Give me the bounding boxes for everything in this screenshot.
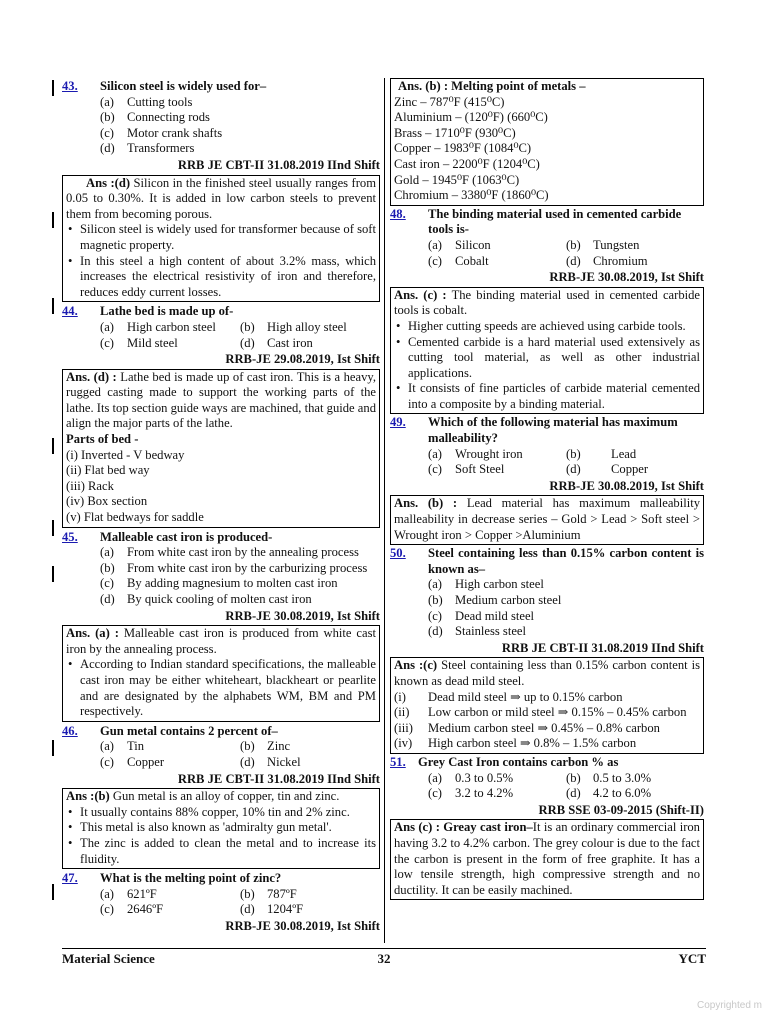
option-label: (a) bbox=[428, 446, 442, 461]
parts-item: (iv) Box section bbox=[66, 494, 148, 509]
answer-box bbox=[390, 657, 704, 754]
option-label: (a) bbox=[100, 545, 114, 560]
option-label: (a) bbox=[100, 886, 114, 901]
answer-label: Ans. (b) : Melting point of metals – bbox=[398, 79, 586, 93]
question-text: Silicon steel is widely used for– bbox=[100, 79, 267, 93]
footer-publisher: YCT bbox=[678, 951, 706, 966]
answer-label: Ans. (a) : bbox=[66, 626, 119, 641]
parts-title: Parts of bed - bbox=[66, 432, 139, 447]
option-text: Cast iron bbox=[267, 335, 313, 350]
bullet: • Cemented carbide is a hard material used extensively as cutting tool material, as well as other industrial applications. bbox=[394, 335, 700, 382]
option-text: Cobalt bbox=[455, 253, 489, 268]
answer-box bbox=[390, 495, 704, 545]
answer-label: Ans. (d) : bbox=[66, 369, 117, 384]
option-text: Transformers bbox=[127, 141, 195, 156]
source-tag: RRB-JE 30.08.2019, Ist Shift bbox=[549, 478, 704, 493]
question-text: Which of the following material has maximum malleability? bbox=[428, 415, 678, 446]
list-text: Dead mild steel ⇒ up to 0.15% carbon bbox=[428, 689, 623, 704]
question-51 bbox=[390, 755, 704, 771]
option-label: (b) bbox=[428, 593, 443, 607]
melting-point-line: Aluminium – (120⁰F) (660⁰C) bbox=[394, 110, 548, 125]
question-text: Grey Cast Iron contains carbon % as bbox=[418, 754, 619, 769]
list-text: Low carbon or mild steel ⇒ 0.15% – 0.45% carbon bbox=[428, 705, 687, 720]
option-text: High carbon steel bbox=[455, 577, 544, 592]
option-label: (c) bbox=[428, 462, 442, 477]
option-label: (d) bbox=[100, 141, 115, 156]
option-label: (c) bbox=[428, 253, 442, 268]
answer-text: Lead material has maximum malleability malleability in decrease series – Gold > Lead > Soft steel > Wrought iron > Copper >Aluminium bbox=[394, 496, 701, 542]
source-tag: RRB JE CBT-II 31.08.2019 IInd Shift bbox=[177, 157, 380, 172]
question-text: Lathe bed is made up of- bbox=[100, 304, 234, 319]
options bbox=[428, 577, 704, 639]
question-number[interactable]: 49. bbox=[390, 415, 406, 430]
options bbox=[100, 320, 380, 351]
copyright-watermark: Copyrighted m bbox=[696, 1000, 762, 1011]
options bbox=[100, 739, 380, 770]
question-50 bbox=[390, 546, 704, 577]
list-label: (i) bbox=[394, 689, 406, 704]
answer-label: Ans :(b) bbox=[66, 789, 110, 804]
question-46 bbox=[62, 724, 380, 740]
list-text: Medium carbon steel ⇒ 0.45% – 0.8% carbon bbox=[428, 720, 660, 735]
option-text: Tungsten bbox=[593, 237, 640, 252]
answer-text: Steel containing less than 0.15% carbon content is known as dead mild steel. bbox=[394, 658, 700, 688]
bullet: • The zinc is added to clean the metal and to increase its fluidity. bbox=[66, 836, 376, 867]
answer-box bbox=[390, 78, 704, 206]
list-label: (iv) bbox=[394, 736, 413, 751]
answer-box bbox=[62, 369, 380, 528]
source-tag: RRB-JE 30.08.2019, Ist Shift bbox=[549, 270, 704, 285]
option-label: (a) bbox=[428, 237, 442, 252]
footer-subject: Material Science bbox=[62, 951, 155, 966]
option-text: 787ºF bbox=[267, 886, 297, 901]
parts-item: (ii) Flat bed way bbox=[66, 463, 150, 478]
page-footer bbox=[62, 948, 706, 966]
question-number[interactable]: 48. bbox=[390, 206, 406, 221]
answer-label: Ans :(c) bbox=[394, 658, 438, 673]
option-label: (d) bbox=[240, 902, 255, 917]
question-49 bbox=[390, 415, 704, 446]
option-label: (a) bbox=[100, 319, 114, 334]
parts-item: (iii) Rack bbox=[66, 478, 114, 493]
option-text: Silicon bbox=[455, 237, 491, 252]
option-text: Stainless steel bbox=[455, 624, 527, 639]
margin-mark bbox=[52, 298, 54, 314]
bullet: • It usually contains 88% copper, 10% tin and 2% zinc. bbox=[66, 805, 376, 821]
option-label: (b) bbox=[100, 110, 115, 125]
option-label: (a) bbox=[100, 94, 114, 109]
answer-box bbox=[62, 625, 380, 722]
source-tag: RRB SSE 03-09-2015 (Shift-II) bbox=[538, 802, 704, 817]
option-text: Nickel bbox=[267, 754, 301, 769]
option-label: (c) bbox=[100, 576, 114, 591]
question-43 bbox=[62, 79, 380, 95]
source-tag: RRB-JE 30.08.2019, Ist Shift bbox=[225, 918, 380, 933]
answer-text: Lathe bed is made up of cast iron. This is a heavy, rugged casting made to support the working parts of the lathe. Its top section guide ways are machined, that guide and align the major parts of the lathe. bbox=[66, 369, 376, 431]
margin-mark bbox=[52, 438, 54, 454]
source-tag: RRB-JE 29.08.2019, Ist Shift bbox=[225, 352, 380, 367]
option-text: 3.2 to 4.2% bbox=[455, 786, 514, 801]
source-tag: RRB JE CBT-II 31.08.2019 IInd Shift bbox=[501, 640, 704, 655]
option-label: (d) bbox=[240, 335, 255, 350]
option-label: (c) bbox=[100, 902, 114, 917]
option-text: From white cast iron by the annealing process bbox=[127, 545, 359, 560]
option-label: (b) bbox=[566, 237, 581, 252]
option-text: Lead bbox=[611, 446, 637, 461]
option-text: Tin bbox=[127, 739, 145, 754]
question-text: Steel containing less than 0.15% carbon content is known as– bbox=[428, 546, 704, 576]
option-label: (c) bbox=[428, 608, 442, 623]
option-label: (d) bbox=[566, 462, 581, 477]
option-text: From white cast iron by the carburizing process bbox=[127, 560, 368, 575]
option-text: 621ºF bbox=[127, 886, 157, 901]
option-label: (d) bbox=[566, 786, 581, 801]
option-label: (c) bbox=[428, 786, 442, 801]
question-number[interactable]: 51. bbox=[390, 754, 406, 769]
option-text: Zinc bbox=[267, 739, 291, 754]
margin-mark bbox=[52, 520, 54, 536]
answer-box bbox=[390, 287, 704, 415]
bullet: • Silicon steel is widely used for transformer because of soft magnetic property. bbox=[66, 222, 376, 253]
right-column bbox=[390, 78, 704, 900]
option-label: (b) bbox=[100, 560, 115, 575]
option-label: (c) bbox=[100, 125, 114, 140]
bullet: • In this steel a high content of about 3.2% mass, which increases the electrical resistivity of iron and therefore, reduces eddy current losses. bbox=[66, 254, 376, 301]
margin-mark bbox=[52, 884, 54, 900]
melting-point-line: Brass – 1710⁰F (930⁰C) bbox=[394, 125, 516, 140]
question-number[interactable]: 44. bbox=[62, 304, 78, 319]
parts-item: (v) Flat bedways for saddle bbox=[66, 510, 204, 525]
option-text: 0.5 to 3.0% bbox=[593, 770, 652, 785]
question-number[interactable]: 46. bbox=[62, 723, 78, 738]
answer-text: Silicon in the finished steel usually ranges from 0.05 to 0.30%. It is added in low carbon steels to prevent them from becoming porous. bbox=[66, 175, 377, 221]
left-column bbox=[62, 78, 380, 934]
melting-point-line: Copper – 1983⁰F (1084⁰C) bbox=[394, 141, 532, 156]
option-text: Dead mild steel bbox=[455, 608, 535, 623]
option-label: (b) bbox=[240, 319, 255, 334]
margin-mark bbox=[52, 212, 54, 228]
answer-box bbox=[390, 819, 704, 900]
option-text: 4.2 to 6.0% bbox=[593, 786, 652, 801]
option-text: Mild steel bbox=[127, 335, 178, 350]
question-text: What is the melting point of zinc? bbox=[100, 871, 282, 886]
question-44 bbox=[62, 304, 380, 320]
option-label: (c) bbox=[100, 335, 114, 350]
column-divider bbox=[384, 78, 385, 943]
option-text: High carbon steel bbox=[127, 319, 216, 334]
options bbox=[100, 887, 380, 918]
answer-label: Ans :(d) bbox=[86, 175, 131, 190]
option-text: Wrought iron bbox=[455, 446, 523, 461]
melting-point-line: Gold – 1945⁰F (1063⁰C) bbox=[394, 172, 520, 187]
options bbox=[428, 447, 704, 478]
question-text: The binding material used in cemented carbide tools is- bbox=[428, 206, 682, 237]
option-label: (b) bbox=[240, 886, 255, 901]
option-label: (d) bbox=[100, 592, 115, 606]
option-label: (a) bbox=[428, 577, 442, 592]
option-label: (d) bbox=[428, 624, 443, 639]
bullet: • Higher cutting speeds are achieved using carbide tools. bbox=[394, 319, 700, 335]
option-text: Chromium bbox=[593, 253, 648, 268]
option-text: 2646ºF bbox=[127, 902, 164, 917]
option-text: Soft Steel bbox=[455, 462, 505, 477]
source-tag: RRB JE CBT-II 31.08.2019 IInd Shift bbox=[177, 771, 380, 786]
question-text: Gun metal contains 2 percent of– bbox=[100, 723, 278, 738]
option-label: (a) bbox=[100, 739, 114, 754]
option-text: Medium carbon steel bbox=[455, 593, 562, 607]
answer-text: Gun metal is an alloy of copper, tin and zinc. bbox=[109, 789, 340, 804]
question-47 bbox=[62, 871, 380, 887]
melting-point-line: Chromium – 3380⁰F (1860⁰C) bbox=[394, 188, 549, 203]
bullet: • According to Indian standard specifications, the malleable cast iron may be either whiteheart, blackheart or pearlite and are designated by the alphabets WM, BM and PM respectively. bbox=[66, 657, 376, 719]
option-text: 1204ºF bbox=[267, 902, 304, 917]
option-text: 0.3 to 0.5% bbox=[455, 770, 514, 785]
option-text: By adding magnesium to molten cast iron bbox=[127, 576, 338, 591]
answer-box bbox=[62, 175, 380, 303]
answer-text: Malleable cast iron is produced from white cast iron by the annealing process. bbox=[66, 626, 376, 656]
margin-mark bbox=[52, 80, 54, 96]
options bbox=[100, 545, 380, 607]
margin-mark bbox=[52, 740, 54, 756]
source-tag: RRB-JE 30.08.2019, Ist Shift bbox=[225, 608, 380, 623]
option-label: (a) bbox=[428, 770, 442, 785]
option-text: Motor crank shafts bbox=[127, 125, 223, 140]
option-text: Connecting rods bbox=[127, 110, 210, 125]
melting-point-line: Zinc – 787⁰F (415⁰C) bbox=[394, 94, 505, 109]
option-label: (c) bbox=[100, 754, 114, 769]
page-number: 32 bbox=[377, 951, 391, 966]
bullet: • It consists of fine particles of carbide material cemented into a composite by a binding material. bbox=[394, 381, 700, 412]
option-text: Cutting tools bbox=[127, 94, 193, 109]
bullet: • This metal is also known as 'admiralty gun metal'. bbox=[66, 820, 376, 836]
question-number[interactable]: 50. bbox=[390, 546, 406, 561]
option-label: (b) bbox=[566, 770, 581, 785]
question-number[interactable]: 47. bbox=[62, 871, 78, 886]
question-number[interactable]: 43. bbox=[62, 79, 78, 93]
option-text: Copper bbox=[127, 754, 165, 769]
option-label: (b) bbox=[566, 446, 581, 461]
option-text: High alloy steel bbox=[267, 319, 347, 334]
answer-text: The binding material used in cemented carbide tools is cobalt. bbox=[394, 287, 701, 318]
answer-label: Ans. (b) : bbox=[394, 496, 458, 511]
answer-label: Ans. (c) : bbox=[394, 287, 447, 302]
option-label: (d) bbox=[566, 253, 581, 268]
list-label: (ii) bbox=[394, 705, 410, 720]
list-label: (iii) bbox=[394, 720, 413, 735]
option-label: (d) bbox=[240, 754, 255, 769]
options bbox=[428, 238, 704, 269]
melting-point-line: Cast iron – 2200⁰F (1204⁰C) bbox=[394, 156, 540, 171]
answer-box bbox=[62, 788, 380, 869]
options bbox=[100, 95, 380, 157]
option-text: By quick cooling of molten cast iron bbox=[127, 592, 312, 606]
question-text: Malleable cast iron is produced- bbox=[100, 529, 273, 544]
option-label: (b) bbox=[240, 739, 255, 754]
option-text: Copper bbox=[611, 462, 649, 477]
margin-mark bbox=[52, 566, 54, 582]
question-number[interactable]: 45. bbox=[62, 529, 78, 544]
answer-text: It is an ordinary commercial iron having 3.2 to 4.2% carbon. The grey colour is due to the fact the carbon is present in the form of free graphite. It has a low tensile strength, high compressive strength and no ductility. It can be easily machined. bbox=[394, 820, 700, 897]
answer-label: Ans (c) : Greay cast iron– bbox=[394, 820, 533, 835]
options bbox=[428, 771, 704, 802]
question-48 bbox=[390, 207, 704, 238]
parts-item: (i) Inverted - V bedway bbox=[66, 447, 185, 462]
question-45 bbox=[62, 530, 380, 546]
list-text: High carbon steel ⇒ 0.8% – 1.5% carbon bbox=[428, 736, 637, 751]
